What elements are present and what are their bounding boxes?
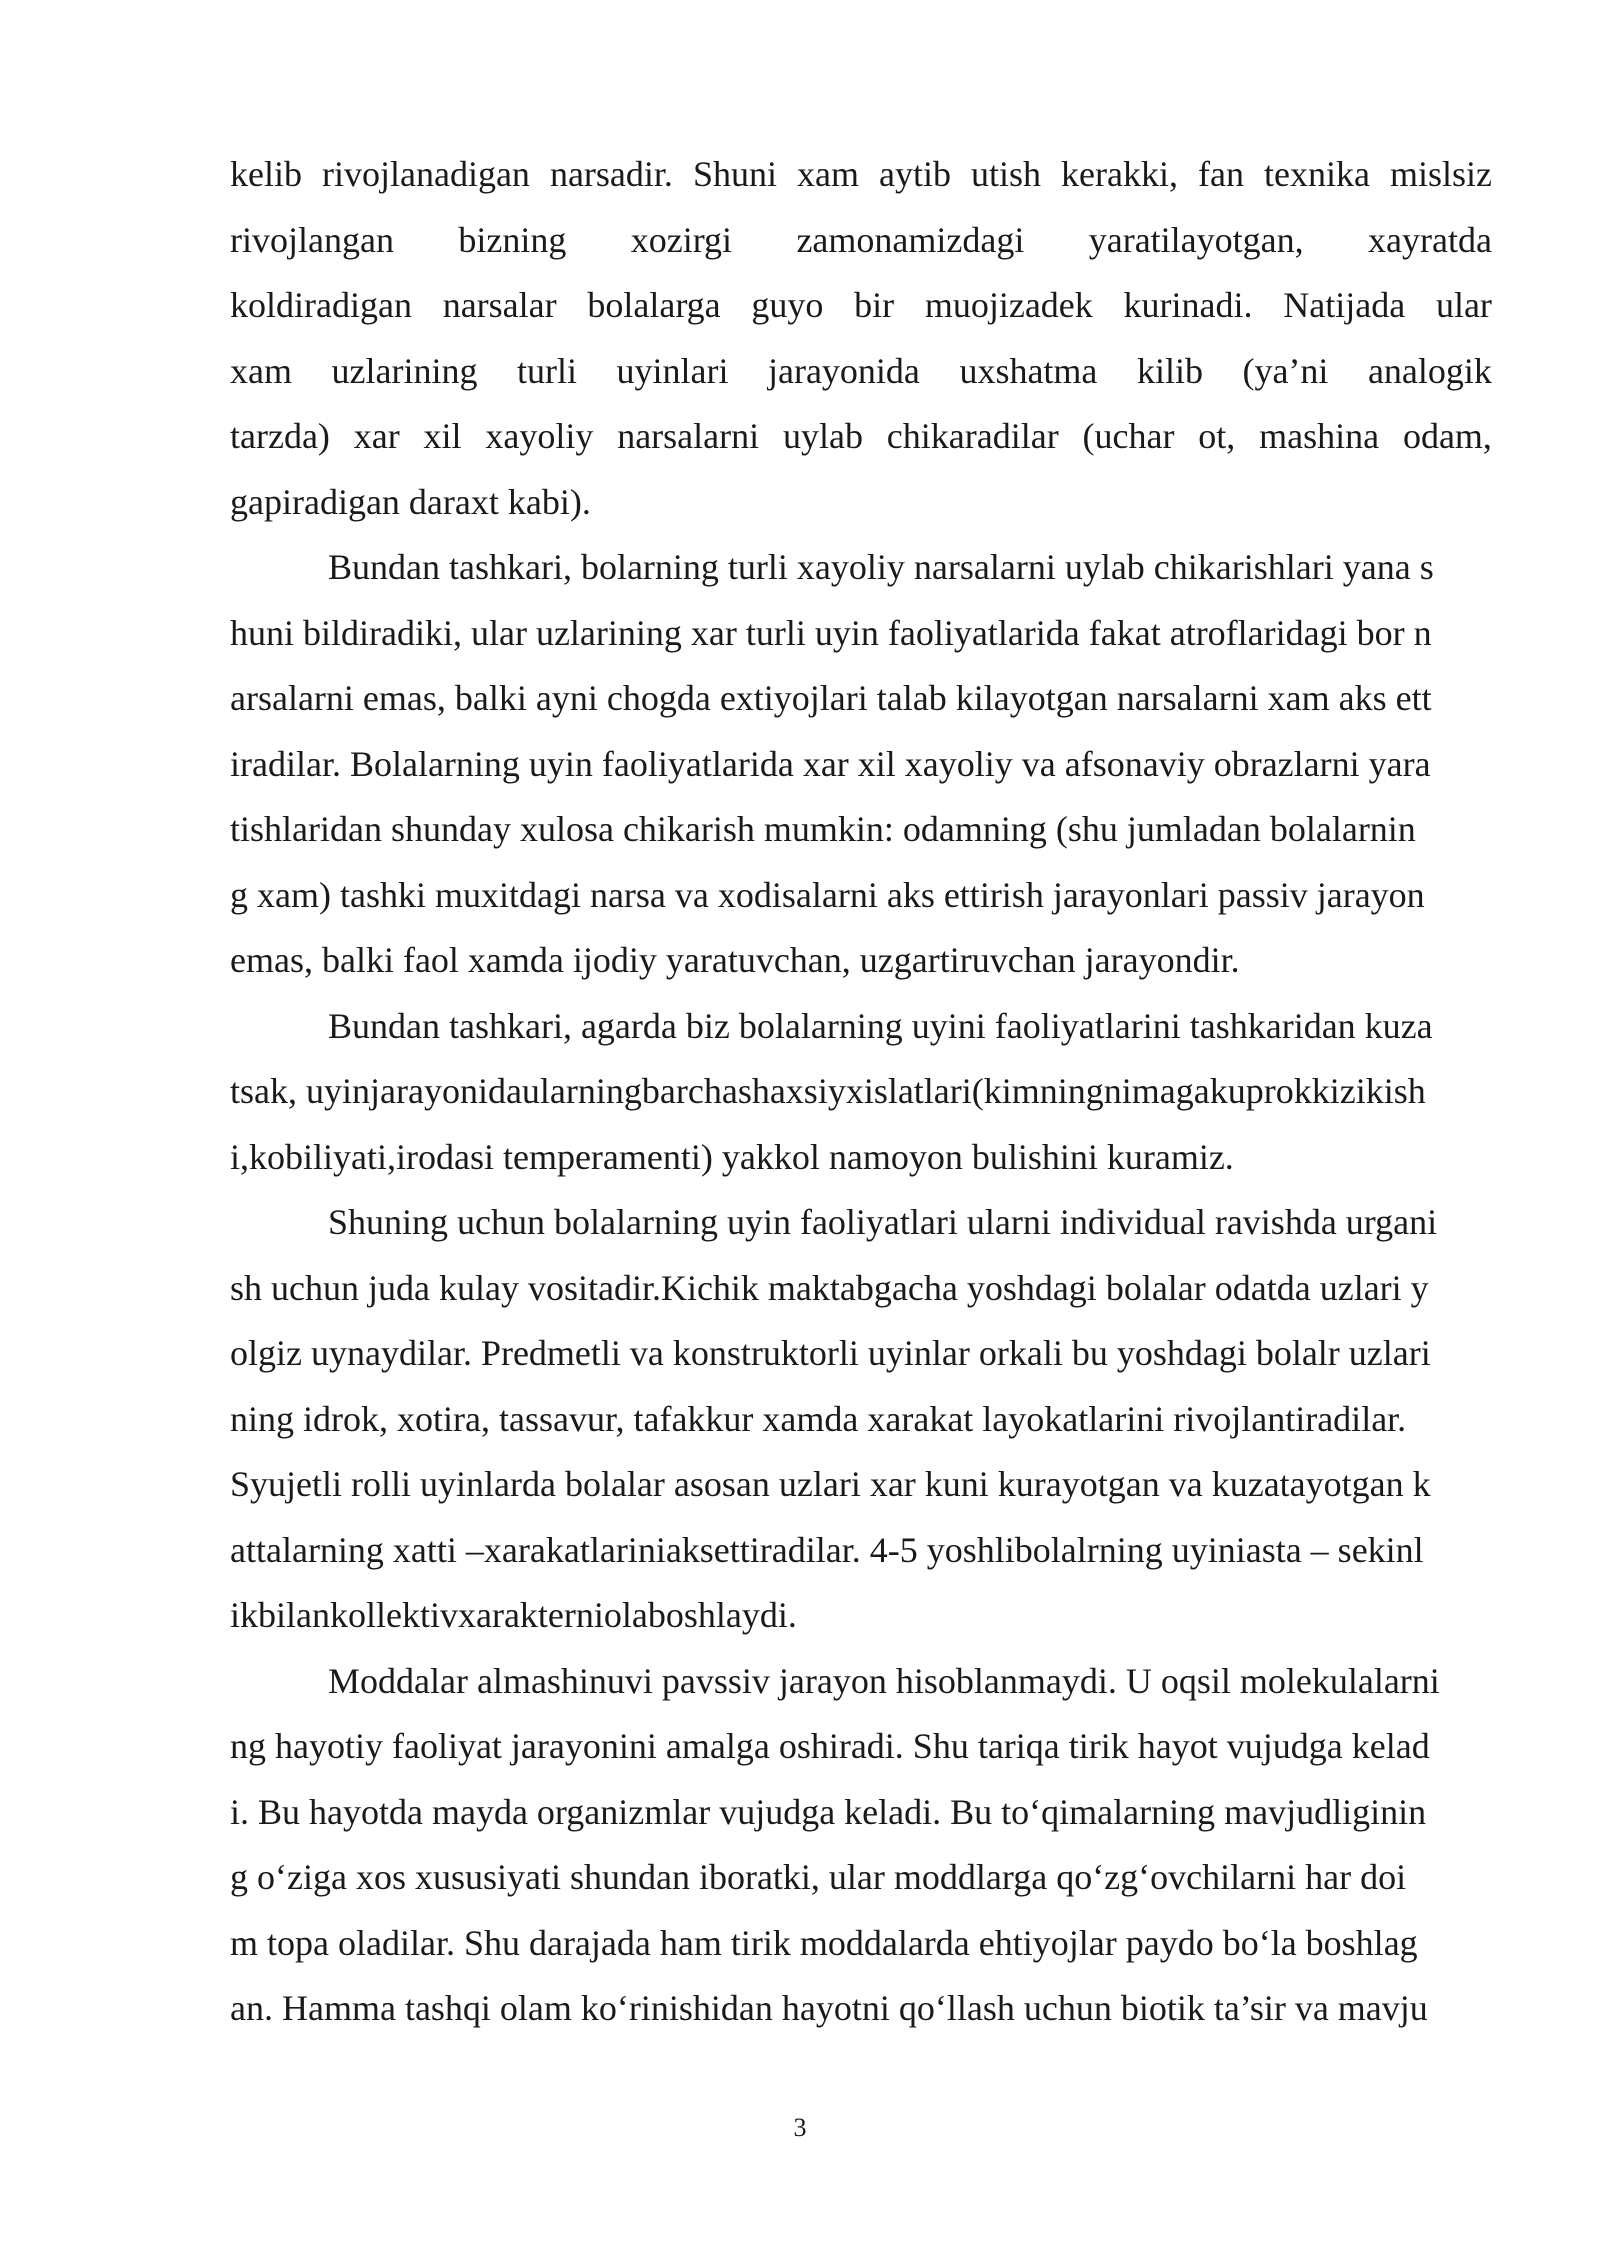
text-line: Bundan tashkari, agarda biz bolalarning uyini faoliyatlarini tashkaridan kuza bbox=[328, 1005, 1433, 1046]
text-line: g xam) tashki muxitdagi narsa va xodisalarni aks ettirish jarayonlari passiv jarayon bbox=[230, 874, 1425, 915]
text-line: xam uzlarining turli uyinlari jarayonida uxshatma kilib (ya’ni analogik bbox=[230, 350, 1492, 391]
text-line: g o‘ziga xos xususiyati shundan iboratki, ular moddlarga qo‘zg‘ovchilarni har doi bbox=[230, 1857, 1407, 1897]
text-line: i. Bu hayotda mayda organizmlar vujudga keladi. Bu to‘qimalarning mavjudliginin bbox=[230, 1791, 1427, 1832]
text-line: sh uchun juda kulay vositadir.Kichik maktabgacha yoshdagi bolalar odatda uzlari y bbox=[230, 1267, 1429, 1308]
text-line: Moddalar almashinuvi pavssiv jarayon hisoblanmaydi. U oqsil molekulalarni bbox=[328, 1660, 1440, 1701]
text-line: tsak, uyinjarayonidaularningbarchashaxsiyxislatlari(kimningnimagakuprokkizikish bbox=[230, 1071, 1426, 1111]
page-number: 3 bbox=[793, 2113, 807, 2142]
text-line: rivojlangan bizning xozirgi zamonamizdagi yaratilayotgan, xayratda bbox=[230, 219, 1492, 260]
text-line: m topa oladilar. Shu darajada ham tirik moddalarda ehtiyojlar paydo bo‘la boshlag bbox=[230, 1922, 1418, 1963]
text-line: i,kobiliyati,irodasi temperamenti) yakkol namoyon bulishini kuramiz. bbox=[230, 1136, 1234, 1177]
body-text bbox=[230, 148, 1492, 2048]
text-line: arsalarni emas, balki ayni chogda extiyojlari talab kilayotgan narsalarni xam aks ett bbox=[230, 678, 1432, 718]
text-line: tishlaridan shunday xulosa chikarish mumkin: odamning (shu jumladan bolalarnin bbox=[230, 809, 1416, 849]
text-line: gapiradigan daraxt kabi). bbox=[230, 481, 591, 522]
text-line: Syujetli rolli uyinlarda bolalar asosan uzlari xar kuni kurayotgan va kuzatayotgan k bbox=[230, 1464, 1431, 1504]
text-line: iradilar. Bolalarning uyin faoliyatlarida xar xil xayoliy va afsonaviy obrazlarni yara bbox=[230, 743, 1431, 784]
text-line: Bundan tashkari, bolarning turli xayoliy narsalarni uylab chikarishlari yana s bbox=[328, 547, 1434, 587]
text-line: tarzda) xar xil xayoliy narsalarni uylab chikaradilar (uchar ot, mashina odam, bbox=[230, 416, 1492, 456]
text-line: olgiz uynaydilar. Predmetli va konstruktorli uyinlar orkali bu yoshdagi bolalr uzlari bbox=[230, 1333, 1431, 1373]
text-line: huni bildiradiki, ular uzlarining xar turli uyin faoliyatlarida fakat atroflaridagi bor n bbox=[230, 612, 1432, 653]
text-line: ikbilankollektivxarakterniolaboshlaydi. bbox=[230, 1595, 797, 1635]
text-line: ning idrok, xotira, tassavur, tafakkur xamda xarakat layokatlarini rivojlantiradilar. bbox=[230, 1398, 1407, 1439]
text-line: emas, balki faol xamda ijodiy yaratuvchan, uzgartiruvchan jarayondir. bbox=[230, 940, 1240, 980]
text-line: attalarning xatti –xarakatlariniaksettiradilar. 4-5 yoshlibolalrning uyiniasta – sekinl bbox=[230, 1529, 1424, 1570]
text-line: koldiradigan narsalar bolalarga guyo bir muojizadek kurinadi. Natijada ular bbox=[230, 285, 1492, 325]
text-line: an. Hamma tashqi olam ko‘rinishidan hayotni qo‘llash uchun biotik ta’sir va mavju bbox=[230, 1988, 1428, 2028]
text-line: kelib rivojlanadigan narsadir. Shuni xam aytib utish kerakki, fan texnika mislsiz bbox=[230, 154, 1492, 194]
text-line: ng hayotiy faoliyat jarayonini amalga oshiradi. Shu tariqa tirik hayot vujudga kelad bbox=[230, 1726, 1430, 1766]
text-line: Shuning uchun bolalarning uyin faoliyatlari ularni individual ravishda urgani bbox=[328, 1202, 1438, 1242]
